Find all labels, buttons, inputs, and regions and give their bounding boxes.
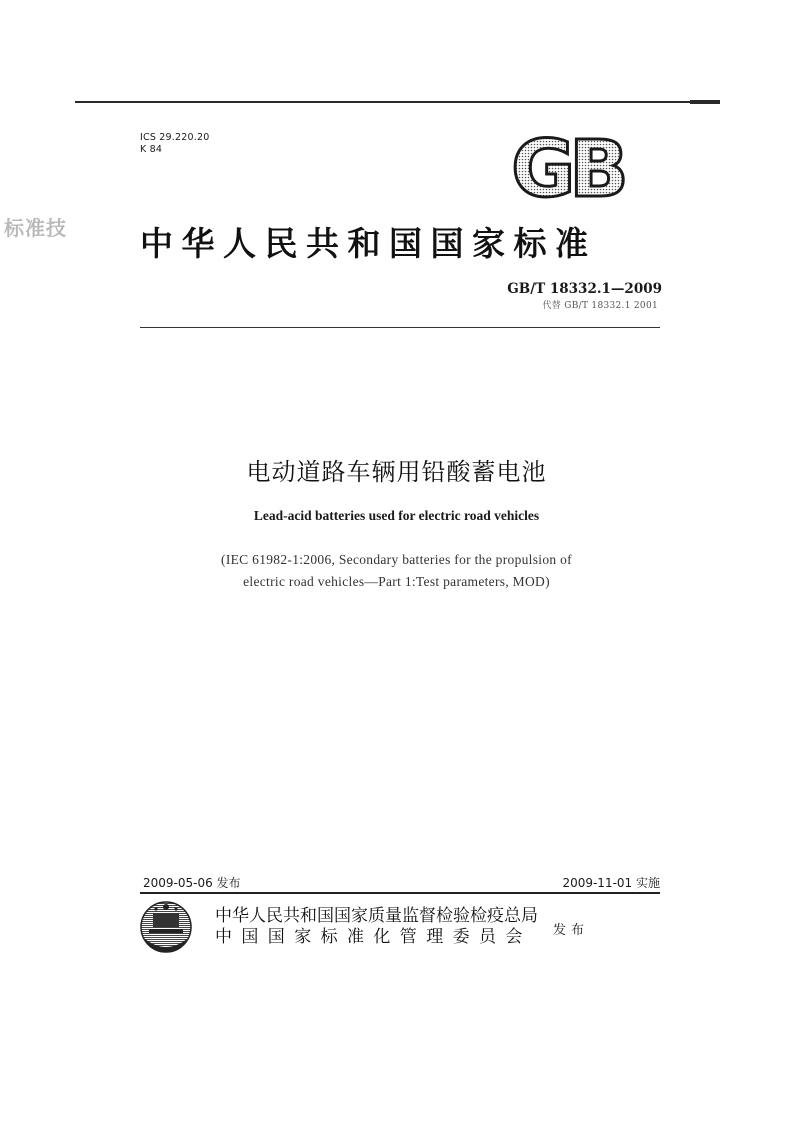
issue-date: 2009-05-06 发布 [143, 876, 241, 890]
replaces-standard: 代替 GB/T 18332.1 2001 [542, 301, 658, 311]
national-emblem-icon [137, 899, 195, 954]
iec-reference-line-1: (IEC 61982-1:2006, Secondary batteries for the propulsion of [221, 552, 572, 567]
national-standard-banner: 中华人民共和国国家标准 [140, 224, 597, 263]
gb-logo [506, 134, 628, 200]
issuer-aqsiq: 中华人民共和国国家质量监督检验检疫总局 [215, 906, 538, 926]
gb-logo-text: GB [511, 134, 623, 200]
iec-reference-line-2: electric road vehicles—Part 1:Test parameters, MOD) [243, 574, 550, 589]
issuing-authorities [215, 906, 538, 948]
footer-divider [140, 892, 660, 894]
issuer-sac: 中国国家标准化管理委员会 [215, 927, 532, 947]
classification-codes [140, 132, 209, 156]
document-title-zh: 电动道路车辆用铅酸蓄电池 [246, 458, 547, 486]
implementation-date: 2009-11-01 实施 [562, 876, 660, 890]
document-title-en: Lead-acid batteries used for electric road vehicles [253, 508, 540, 523]
top-rule [75, 101, 720, 103]
top-rule-end [690, 100, 720, 104]
side-stamp: 标准技 [4, 216, 67, 240]
publish-label: 发布 [553, 923, 590, 938]
standard-number: GB/T 18332.1—2009 [507, 281, 662, 297]
category-code: K 84 [140, 144, 163, 155]
header-divider [140, 327, 660, 328]
ics-code: ICS 29.220.20 [140, 132, 210, 143]
iec-reference [0, 549, 793, 593]
